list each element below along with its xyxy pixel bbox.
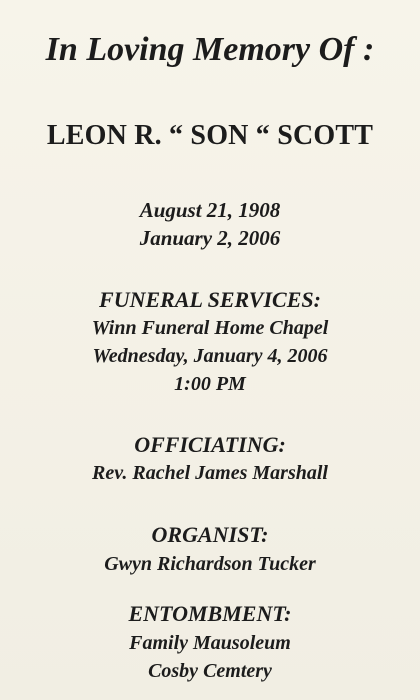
death-date: January 2, 2006	[139, 226, 281, 250]
organist-label: ORGANIST:	[151, 522, 269, 547]
entombment-place: Family Mausoleum	[129, 632, 291, 654]
funeral-services-label: FUNERAL SERVICES:	[99, 287, 321, 312]
funeral-time: 1:00 PM	[174, 373, 246, 395]
deceased-name: LEON R. “ SON “ SCOTT	[46, 120, 374, 151]
memorial-heading: In Loving Memory Of :	[45, 31, 375, 68]
entombment-cemetery: Cosby Cemtery	[148, 660, 272, 682]
entombment-label: ENTOMBMENT:	[128, 601, 292, 626]
birth-date: August 21, 1908	[139, 198, 281, 222]
organist-name: Gwyn Richardson Tucker	[104, 553, 316, 575]
funeral-date: Wednesday, January 4, 2006	[92, 345, 328, 367]
funeral-location: Winn Funeral Home Chapel	[91, 317, 329, 339]
officiating-name: Rev. Rachel James Marshall	[92, 462, 328, 484]
officiating-label: OFFICIATING:	[134, 432, 286, 457]
